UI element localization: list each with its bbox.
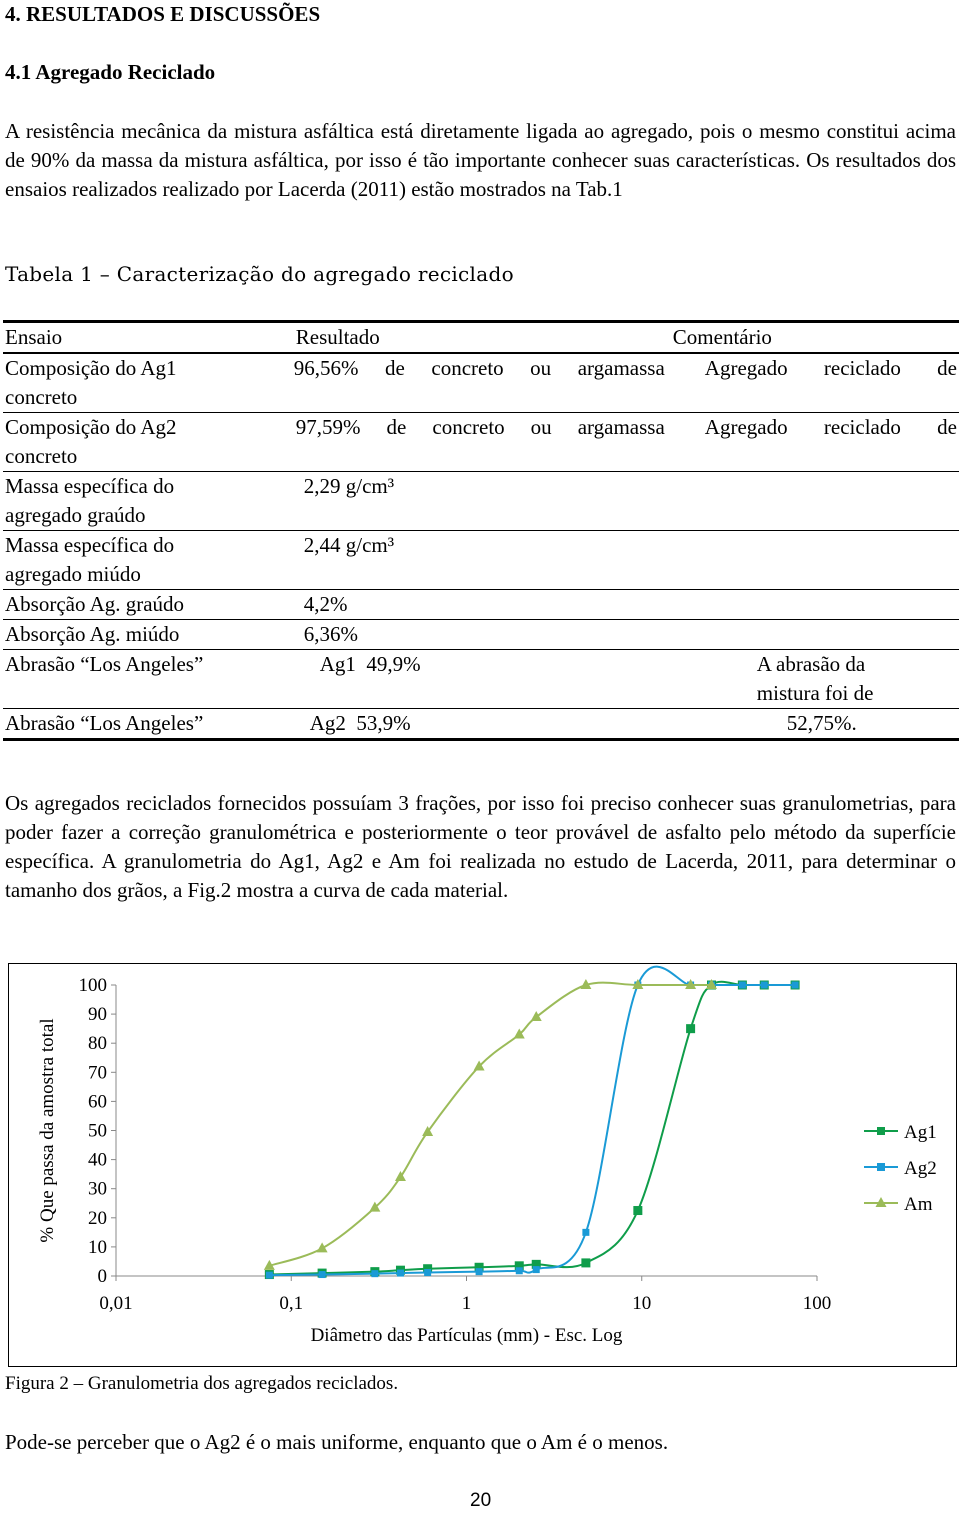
header-resultado: Resultado bbox=[295, 325, 380, 349]
cell-comentario: 52,75%. bbox=[786, 711, 857, 735]
data-point-ag2 bbox=[319, 1271, 326, 1278]
series-line-am bbox=[269, 983, 711, 1266]
y-tick-label: 20 bbox=[88, 1207, 107, 1229]
data-point-ag2 bbox=[761, 982, 768, 989]
data-point-ag2 bbox=[371, 1270, 378, 1277]
legend-marker-ag1 bbox=[877, 1127, 885, 1135]
table-row bbox=[3, 472, 959, 502]
legend-marker-ag2 bbox=[877, 1163, 885, 1171]
table-row-cont bbox=[3, 501, 959, 531]
y-tick-label: 100 bbox=[78, 975, 107, 996]
cell-ensaio: Massa específica do bbox=[5, 533, 175, 557]
table-row bbox=[3, 353, 959, 383]
y-tick-label: 30 bbox=[88, 1178, 107, 1200]
cell-comentario bbox=[703, 472, 959, 502]
data-point-ag2 bbox=[424, 1269, 431, 1276]
table-caption: Tabela 1 – Caracterização do agregado reciclado bbox=[5, 262, 514, 286]
y-tick-label: 10 bbox=[88, 1236, 107, 1258]
table-row bbox=[3, 413, 959, 443]
data-point-ag2 bbox=[516, 1267, 523, 1274]
x-tick-label: 0,1 bbox=[279, 1293, 304, 1314]
data-point-am bbox=[317, 1242, 328, 1252]
data-point-ag2 bbox=[582, 1229, 589, 1236]
cell-resultado: 4,2% bbox=[303, 592, 348, 616]
page-number: 20 bbox=[470, 1490, 492, 1511]
table-row-cont bbox=[3, 560, 959, 590]
data-point-ag2 bbox=[533, 1266, 540, 1273]
table-row-cont bbox=[3, 442, 959, 472]
x-tick-label: 100 bbox=[802, 1293, 832, 1314]
cell-comentario: Agregado reciclado de bbox=[704, 415, 957, 439]
table-row bbox=[3, 590, 959, 620]
cell-comentario bbox=[703, 620, 959, 650]
cell-resultado: 2,44 g/cm³ bbox=[303, 533, 395, 557]
series-line-ag2 bbox=[269, 967, 795, 1275]
section-heading: 4. RESULTADOS E DISCUSSÕES bbox=[5, 2, 321, 26]
data-point-ag1 bbox=[581, 1258, 590, 1267]
cell-continuation: concreto bbox=[5, 385, 78, 409]
table-row bbox=[3, 531, 959, 561]
cell-ensaio: Absorção Ag. miúdo bbox=[5, 622, 180, 646]
data-point-ag2 bbox=[739, 982, 746, 989]
x-tick-label: 1 bbox=[461, 1293, 472, 1314]
y-tick-label: 40 bbox=[88, 1149, 107, 1171]
cell-resultado: Ag1 49,9% bbox=[319, 652, 421, 676]
cell-comentario bbox=[703, 531, 959, 561]
data-point-ag2 bbox=[397, 1270, 404, 1277]
y-tick-label: 90 bbox=[88, 1004, 107, 1026]
table-header-row bbox=[3, 322, 959, 354]
chart-frame bbox=[8, 963, 957, 1367]
figure-caption: Figura 2 – Granulometria dos agregados reciclados. bbox=[5, 1373, 399, 1394]
cell-resultado: Ag2 53,9% bbox=[309, 711, 411, 735]
cell-continuation: agregado graúdo bbox=[5, 503, 146, 527]
table-row bbox=[3, 650, 959, 709]
header-ensaio: Ensaio bbox=[5, 325, 63, 349]
y-tick-label: 80 bbox=[88, 1033, 107, 1055]
header-comentario: Comentário bbox=[672, 325, 772, 349]
y-tick-label: 60 bbox=[88, 1091, 107, 1113]
characterization-table bbox=[3, 320, 959, 741]
cell-ensaio: Absorção Ag. graúdo bbox=[5, 592, 185, 616]
cell-comentario bbox=[703, 650, 959, 709]
cell-resultado: 97,59% de concreto ou argamassa bbox=[295, 415, 665, 439]
cell-comentario bbox=[703, 590, 959, 620]
legend-label-ag1: Ag1 bbox=[904, 1122, 937, 1143]
y-tick-label: 50 bbox=[88, 1120, 107, 1142]
table-row-cont bbox=[3, 383, 959, 413]
comment-line-2: mistura foi de bbox=[756, 681, 874, 705]
cell-ensaio: Composição do Ag2 bbox=[5, 415, 177, 439]
cell-ensaio: Abrasão “Los Angeles” bbox=[5, 652, 204, 676]
paragraph-granulometry: Os agregados reciclados fornecidos possuíam 3 frações, por isso foi preciso conhecer suas granulometrias, para poder fazer a correção granulométrica e posteriormente o teor provável de asfalto pelo método da superfície específica. A granulometria do Ag1, Ag2 e Am foi realizada no estudo de Lacerda, 2011, para determinar o tamanho dos grãos, a Fig.2 mostra a curva de cada material. bbox=[5, 791, 956, 902]
y-axis-label: % Que passa da amostra total bbox=[37, 1018, 58, 1243]
data-point-ag1 bbox=[633, 1206, 642, 1215]
paragraph-intro: A resistência mecânica da mistura asfáltica está diretamente ligada ao agregado, pois o mesmo constitui acima de 90% da massa da mistura asfáltica, por isso é tão importante conhecer suas características. Os resultados dos ensaios realizados realizado por Lacerda (2011) estão mostrados na Tab.1 bbox=[5, 119, 956, 201]
cell-ensaio: Composição do Ag1 bbox=[5, 356, 177, 380]
cell-resultado: 6,36% bbox=[303, 622, 359, 646]
data-point-ag2 bbox=[476, 1268, 483, 1275]
cell-continuation: agregado miúdo bbox=[5, 562, 141, 586]
table-row bbox=[3, 709, 959, 740]
x-tick-label: 10 bbox=[632, 1293, 652, 1314]
comment-line-1: A abrasão da bbox=[756, 652, 866, 676]
data-point-ag2 bbox=[266, 1272, 273, 1279]
cell-ensaio: Massa específica do bbox=[5, 474, 175, 498]
cell-comentario: Agregado reciclado de bbox=[704, 356, 957, 380]
subsection-heading: 4.1 Agregado Reciclado bbox=[5, 60, 216, 84]
data-point-ag1 bbox=[686, 1024, 695, 1033]
data-point-am bbox=[531, 1011, 542, 1021]
cell-continuation: concreto bbox=[5, 444, 78, 468]
x-tick-label: 0,01 bbox=[99, 1293, 133, 1314]
paragraph-conclusion: Pode-se perceber que o Ag2 é o mais uniforme, enquanto que o Am é o menos. bbox=[5, 1430, 669, 1454]
y-tick-label: 70 bbox=[88, 1062, 107, 1084]
legend-label-am: Am bbox=[904, 1194, 933, 1215]
cell-resultado: 2,29 g/cm³ bbox=[303, 474, 395, 498]
cell-resultado: 96,56% de concreto ou argamassa bbox=[293, 356, 665, 380]
y-tick-label: 0 bbox=[97, 1266, 107, 1287]
x-axis-label: Diâmetro das Partículas (mm) - Esc. Log bbox=[310, 1325, 623, 1346]
table-row bbox=[3, 620, 959, 650]
data-point-ag2 bbox=[792, 982, 799, 989]
cell-ensaio: Abrasão “Los Angeles” bbox=[5, 711, 204, 735]
legend-label-ag2: Ag2 bbox=[904, 1158, 937, 1179]
granulometry-chart bbox=[9, 964, 955, 1365]
